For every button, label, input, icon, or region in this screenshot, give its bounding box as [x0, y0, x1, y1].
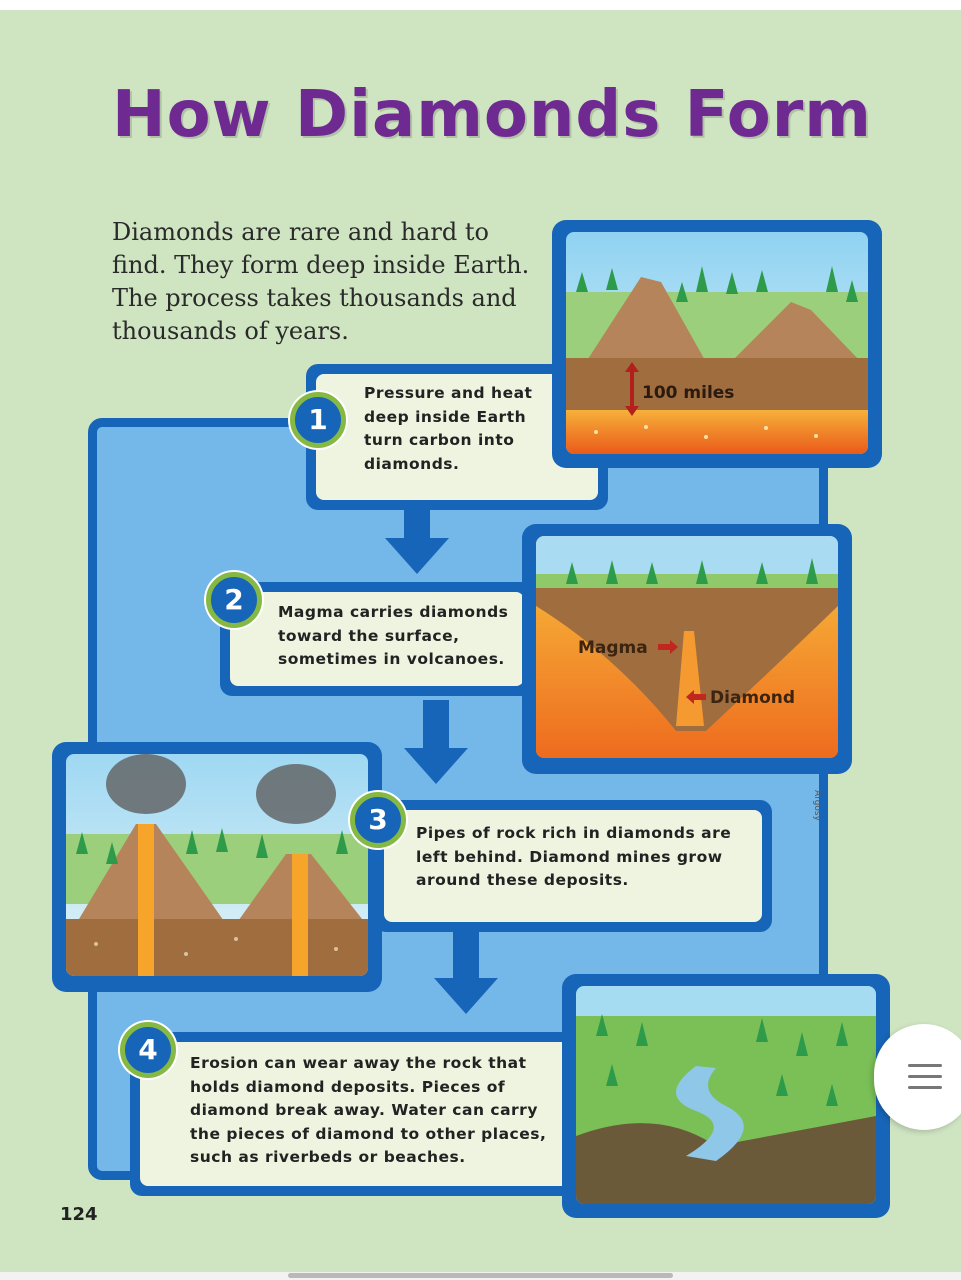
- step-2-text: Magma carries diamonds toward the surface, sometimes in volcanoes.: [278, 603, 509, 668]
- arrow-2-to-3: [404, 700, 468, 784]
- volcano-pipes-illustration: [66, 754, 368, 976]
- menu-icon: [908, 1064, 942, 1067]
- step-4-box: [130, 1032, 592, 1196]
- top-status-strip: [0, 0, 961, 10]
- image-2-frame: [522, 524, 852, 774]
- deep-earth-illustration: [566, 232, 868, 454]
- step-3-text: Pipes of rock rich in diamonds are left behind. Diamond mines grow around these deposits.: [416, 824, 732, 889]
- image-credit: Argosy: [812, 790, 822, 821]
- intro-paragraph: Diamonds are rare and hard to find. They form deep inside Earth. The process takes thousands and thousands of years.: [112, 218, 530, 345]
- step-1-text: Pressure and heat deep inside Earth turn carbon into diamonds.: [364, 384, 533, 473]
- step-4-badge: 4: [120, 1022, 176, 1078]
- step-1-badge: 1: [290, 392, 346, 448]
- magma-illustration: [536, 536, 838, 758]
- step-3-badge: 3: [350, 792, 406, 848]
- step-4-text: Erosion can wear away the rock that holds diamond deposits. Pieces of diamond break away. Water can carry the pieces of diamond to other places, such as riverbeds or beaches.: [190, 1054, 547, 1166]
- image-4-frame: [562, 974, 890, 1218]
- page-title: How Diamonds Form: [112, 78, 872, 152]
- image-3-frame: [52, 742, 382, 992]
- step-2-badge: 2: [206, 572, 262, 628]
- image-1-frame: [552, 220, 882, 468]
- step-3-box: [374, 800, 772, 932]
- page-number: 124: [60, 1204, 98, 1225]
- erosion-river-illustration: [576, 986, 876, 1204]
- magma-label: Magma: [578, 638, 648, 658]
- diamond-label: Diamond: [710, 688, 796, 708]
- menu-button[interactable]: [874, 1024, 961, 1130]
- step-2-box: [220, 582, 534, 696]
- depth-label: 100 miles: [642, 383, 735, 403]
- horizontal-scrollbar[interactable]: [288, 1273, 673, 1278]
- arrow-3-to-4: [434, 928, 498, 1014]
- arrow-1-to-2: [385, 510, 449, 574]
